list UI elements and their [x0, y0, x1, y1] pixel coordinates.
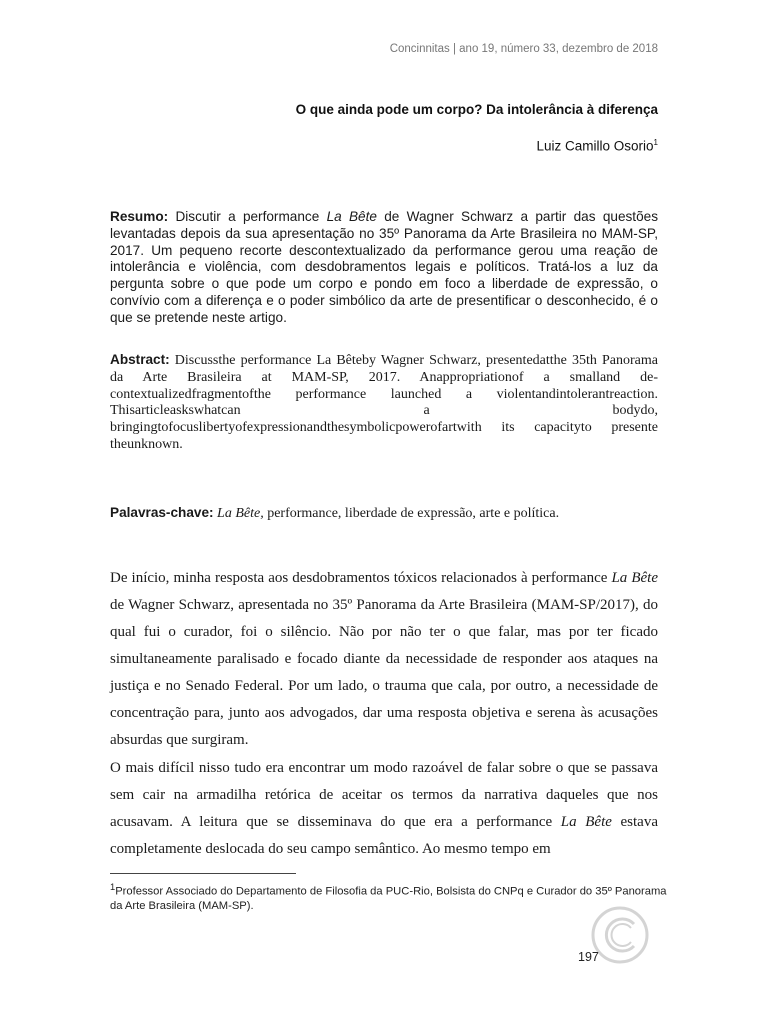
abstract-paragraph — [110, 352, 658, 454]
footnote-marker: 1 — [110, 882, 116, 892]
keywords-lead: Palavras-chave: — [110, 505, 214, 520]
body-paragraph-2 — [110, 755, 658, 863]
article-title: O que ainda pode um corpo? Da intolerância à diferença — [295, 102, 658, 117]
body-p2-italic: La Bête — [560, 814, 612, 830]
footnote-text: Professor Associado do Departamento de Filosofia da PUC-Rio, Bolsista do CNPq e Curador do 35º Panorama da Arte Brasileira (MAM-SP). — [110, 885, 667, 912]
resumo-text-2: de Wagner Schwarz a partir das questões levantadas depois da sua apresentação no 35º Panorama da Arte Brasileira no MAM-SP, 2017. Um pequeno recorte descontextualizado da performance gerou uma reação de intolerância e violência, com desdobramentos legais e políticos. Tratá-los a luz da pergunta sobre o que pode um corpo e pondo em foco a liberdade de expressão, o convívio com a diferença e o poder simbólico da arte de presentificar o desconhecido, é o que se pretende neste artigo. — [110, 209, 658, 325]
body-p2-text-a: O mais difícil nisso tudo era encontrar um modo razoável de falar sobre o que se passava sem cair na armadilha retórica de aceitar os termos da narrativa daqueles que nos acusavam. A leitura que se disseminava do que era a performance — [110, 760, 658, 830]
body-paragraph-1 — [110, 565, 658, 754]
resumo-paragraph — [110, 209, 658, 327]
keywords-italic: La Bête, — [217, 506, 264, 521]
keywords-paragraph — [110, 505, 658, 523]
abstract-lead: Abstract: — [110, 352, 170, 367]
author-name: Luiz Camillo Osorio — [536, 138, 654, 154]
body-p1-text-a: De início, minha resposta aos desdobramentos tóxicos relacionados à performance — [110, 570, 612, 586]
journal-c-logo-icon — [590, 905, 650, 965]
resumo-italic: La Bête — [326, 209, 377, 224]
body-p1-text-b: de Wagner Schwarz, apresentada no 35º Panorama da Arte Brasileira (MAM-SP/2017), do qual fui o curador, foi o silêncio. Não por não ter o que falar, mas por ter ficado simultaneamente paralisado e focado diante da necessidade de responder aos ataques na justiça e no Senado Federal. Por um lado, o trauma que cala, por outro, a necessidade de concentração para, junto aos advogados, dar uma resposta objetiva e serena às acusações absurdas que surgiram. — [110, 597, 658, 748]
footnote-divider — [110, 873, 296, 874]
running-head: Concinnitas | ano 19, número 33, dezembro de 2018 — [389, 43, 658, 55]
resumo-text-1: Discutir a performance — [168, 209, 327, 224]
keywords-text: performance, liberdade de expressão, arte e política. — [263, 506, 560, 521]
resumo-lead: Resumo: — [110, 209, 169, 224]
page-number: 197 — [578, 950, 599, 964]
author-footnote-marker: 1 — [653, 138, 658, 147]
article-author — [537, 138, 659, 154]
footnote — [110, 880, 670, 913]
abstract-text: Discussthe performance La Bêteby Wagner Schwarz, presentedatthe 35th Panorama da Arte Brasileira at MAM-SP, 2017. Anappropriationof a smalland de-contextualizedfragmentofthe performance launched a violentandintolerantreaction. Thisarticleaskswhatcan a bodydo, bringingtofocuslibertyofexpressionandthesymbolicpowerofartwith its capacityto presente theunknown. — [110, 353, 658, 452]
body-p1-italic: La Bête — [611, 570, 658, 586]
body-p2-text-b: estava completamente deslocada do seu campo semântico. Ao mesmo tempo em — [110, 814, 658, 857]
